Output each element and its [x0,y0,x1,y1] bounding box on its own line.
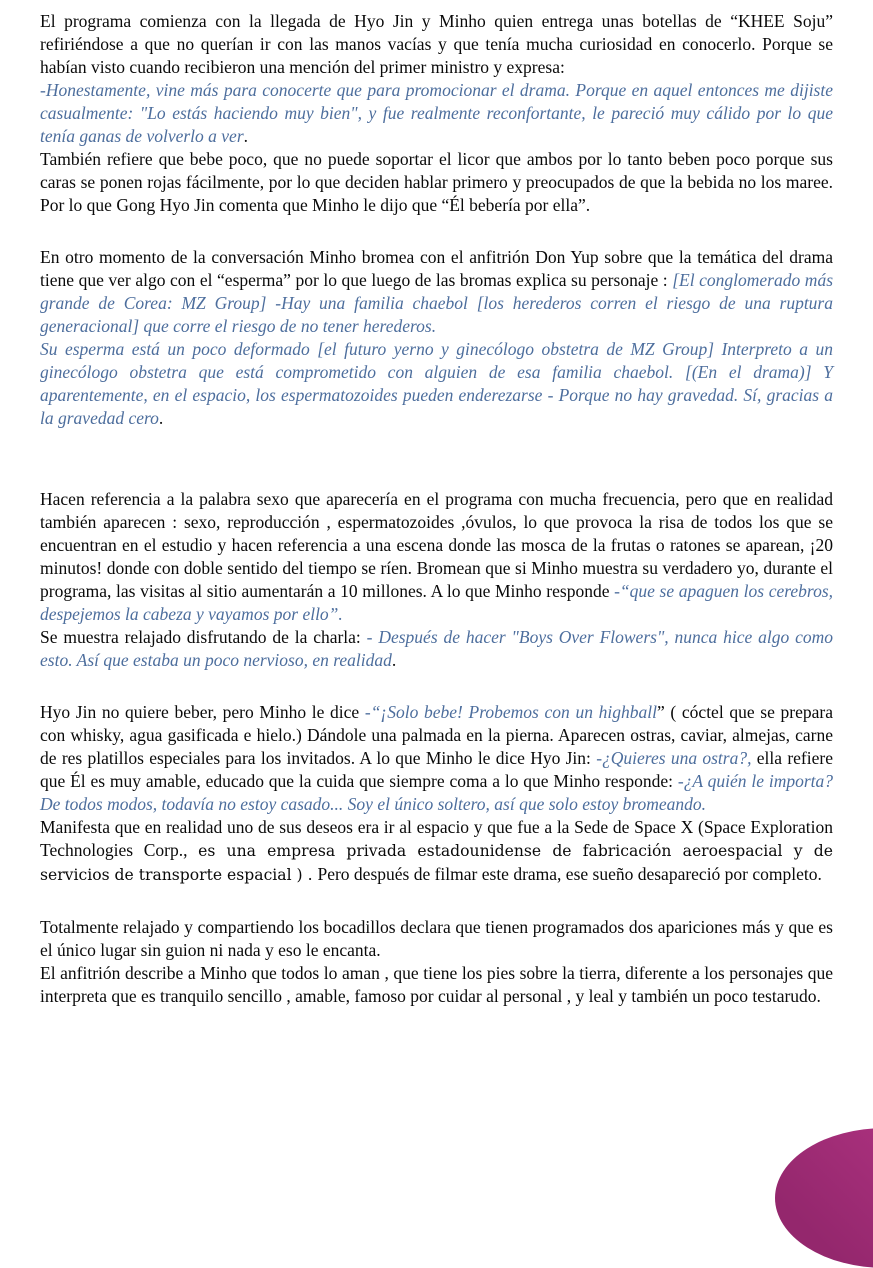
paragraph-text-alt-font: es una empresa privada estadounidense de fabricación aeroespacial y de servicios de transporte espacial ) . [40,842,833,884]
paragraph-text: Pero después de filmar este drama, ese sueño desapareció por completo. [317,864,822,884]
paragraph-text: En otro momento de la conversación Minho bromea con el anfitrión Don Yup sobre que la temática del drama tiene que ver algo con el “esperma” por lo que luego de las bromas explica su personaje : [40,247,833,290]
paragraph-text: . [243,126,249,146]
paragraph-studio-jokes [40,488,833,672]
paragraph-text: El anfitrión describe a Minho que todos lo aman , que tiene los pies sobre la tierra, diferente a los personajes que interpreta que es tranquilo sencillo , amable, famoso por cuidar al personal , y leal y también un poco testarudo. [40,963,833,1006]
paragraph-text: Manifesta que en realidad uno de sus deseos era ir al espacio y que fue a la Sede de Space X (Space Exploration Technologies Corp., [40,817,833,860]
paragraph-text: Hyo Jin no quiere beber, pero Minho le dice [40,702,365,722]
paragraph-text: Se muestra relajado disfrutando de la charla: [40,627,367,647]
paragraph-highball-spacex [40,701,833,887]
quote-text: -¿Quieres una ostra?, [596,748,757,768]
quote-text: Su esperma está un poco deformado [el futuro yerno y ginecólogo obstetra de MZ Group] Interpreto a un ginecólogo obstetra que está comprometido con alguien de esa familia chaebol. [(En el drama)] Y aparentemente, en el espacio, los espermatozoides pueden enderezarse - Porque no hay gravedad. Sí, gracias a la gravedad cero [40,339,833,428]
paragraph-text: Hacen referencia a la palabra sexo que aparecería en el programa con mucha frecuencia, pero que en realidad también aparecen : sexo, reproducción , espermatozoides ,óvulos, lo que provoca la risa de todos los que se encuentran en el estudio y hacen referencia a una escena donde las mosca de la frutas o ratones se aparean, ¡20 minutos! donde con doble sentido del tiempo se ríen. Bromean que si Minho muestra su verdadero yo, durante el programa, las visitas al sitio aumentarán a 10 millones. A lo que Minho responde [40,489,833,601]
article-text [40,10,833,1037]
quote-text: [El conglomerado más grande de Corea: MZ Group] -Hay una familia chaebol [los herederos corren el riesgo de una ruptura generacional] que corre el riesgo de no tener herederos. [40,270,834,336]
paragraph-arrival [40,10,833,217]
quote-text: -“que se apaguen los cerebros, despejemos la cabeza y vayamos por ello”. [40,581,833,624]
paragraph-text: También refiere que bebe poco, que no puede soportar el licor que ambos por lo tanto beben poco porque sus caras se ponen rojas fácilmente, por lo que deciden hablar primero y preocupados de que la bebida no los maree. Por lo que Gong Hyo Jin comenta que Minho le dijo que “Él bebería por ella”. [40,149,833,215]
quote-text: - Después de hacer "Boys Over Flowers", nunca hice algo como esto. Así que estaba un poco nervioso, en realidad [40,627,833,670]
paragraph-text: ella refiere que Él es muy amable, educado que la cuida que siempre coma a lo que Minho responde: [40,748,833,791]
paragraph-character-explanation [40,246,833,430]
paragraph-text: El programa comienza con la llegada de Hyo Jin y Minho quien entrega unas botellas de “KHEE Soju” refiriéndose a que no querían ir con las manos vacías y que tenía mucha curiosidad en conocerlo. Porque se habían visto cuando recibieron una mención del primer ministro y expresa: [40,11,833,77]
paragraph-closing [40,916,833,1008]
quote-text: -“¡Solo bebe! Probemos con un highball [364,702,657,722]
paragraph-text: . [158,408,164,428]
paragraph-text: Totalmente relajado y compartiendo los bocadillos declara que tienen programados dos apariciones más y que es el único lugar sin guion ni nada y eso le encanta. [40,917,833,960]
magenta-corner-ellipse [775,1128,873,1268]
quote-text: -¿A quién le importa? De todos modos, todavía no estoy casado... Soy el único soltero, así que solo estoy bromeando. [40,771,834,814]
paragraph-text: . [391,650,397,670]
paragraph-text: ” ( cóctel que se prepara con whisky, agua gasificada e hielo.) Dándole una palmada en la pierna. Aparecen ostras, caviar, almejas, carne de res platillos especiales para los invitados. A lo que Minho le dice Hyo Jin: [40,702,833,768]
quote-text: -Honestamente, vine más para conocerte que para promocionar el drama. Porque en aquel entonces me dijiste casualmente: "Lo estás haciendo muy bien", y fue realmente reconfortante, le pareció muy cálido por lo que tenía ganas de volverlo a ver [40,80,833,146]
